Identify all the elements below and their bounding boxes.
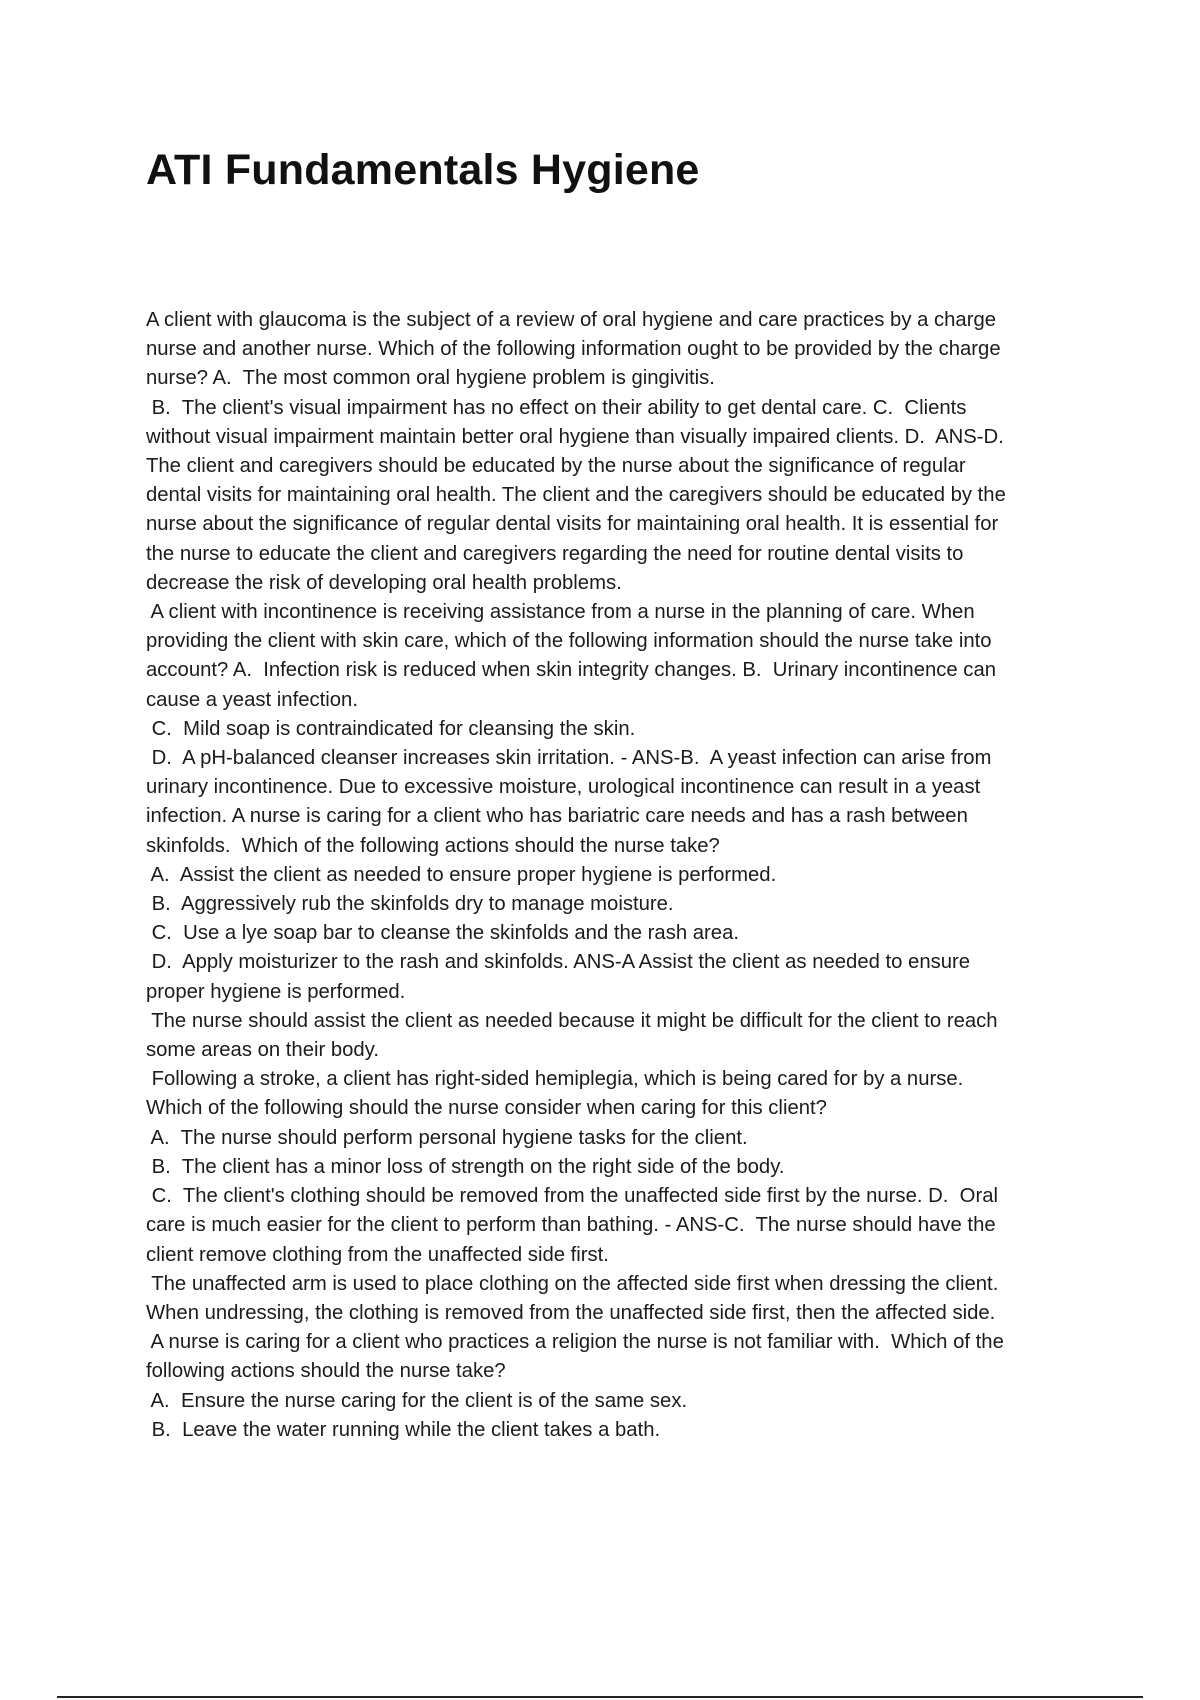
text-line: A client with incontinence is receiving assistance from a nurse in the planning of care. When [146,601,975,624]
text-line: B. The client has a minor loss of strength on the right side of the body. [146,1155,785,1178]
text-line: the nurse to educate the client and caregivers regarding the need for routine dental visits to [146,542,964,565]
text-line: dental visits for maintaining oral health. The client and the caregivers should be educated by the [146,484,1006,507]
text-line: B. The client's visual impairment has no effect on their ability to get dental care. C. Clients [146,396,967,419]
text-line: infection. A nurse is caring for a client who has bariatric care needs and has a rash between [146,805,968,828]
text-line: some areas on their body. [146,1039,379,1062]
page-title: ATI Fundamentals Hygiene [146,146,700,194]
text-line: When undressing, the clothing is removed from the unaffected side first, then the affected side. [146,1301,996,1324]
text-line: cause a yeast infection. [146,688,358,711]
text-line: C. The client's clothing should be removed from the unaffected side first by the nurse. D. Oral [146,1185,998,1208]
text-line: decrease the risk of developing oral health problems. [146,571,622,594]
text-line: nurse about the significance of regular dental visits for maintaining oral health. It is essential for [146,513,999,536]
text-line: care is much easier for the client to perform than bathing. - ANS-C. The nurse should have the [146,1214,996,1237]
text-line: D. Apply moisturizer to the rash and skinfolds. ANS-A Assist the client as needed to ensure [146,951,971,974]
text-line: The nurse should assist the client as needed because it might be difficult for the client to reach [146,1009,998,1032]
footer-divider [57,1696,1143,1698]
text-line: A. The nurse should perform personal hygiene tasks for the client. [146,1126,748,1149]
text-line: The unaffected arm is used to place clothing on the affected side first when dressing the client. [146,1272,999,1295]
text-line: skinfolds. Which of the following actions should the nurse take? [146,834,720,857]
text-line: account? A. Infection risk is reduced when skin integrity changes. B. Urinary incontinence can [146,659,997,682]
text-line: following actions should the nurse take? [146,1360,506,1383]
text-line: providing the client with skin care, which of the following information should the nurse take into [146,630,992,653]
text-line: proper hygiene is performed. [146,980,406,1003]
text-line: C. Mild soap is contraindicated for cleansing the skin. [146,717,636,740]
text-line: urinary incontinence. Due to excessive moisture, urological incontinence can result in a yeast [146,776,981,799]
text-line: D. A pH-balanced cleanser increases skin irritation. - ANS-B. A yeast infection can arise from [146,747,992,770]
text-line: C. Use a lye soap bar to cleanse the skinfolds and the rash area. [146,922,739,945]
text-line: client remove clothing from the unaffected side first. [146,1243,609,1266]
document-body [146,306,1096,1445]
text-line: A. Ensure the nurse caring for the client is of the same sex. [146,1389,688,1412]
text-line: B. Aggressively rub the skinfolds dry to manage moisture. [146,893,674,916]
text-line: A nurse is caring for a client who practices a religion the nurse is not familiar with. Which of the [146,1331,1004,1354]
text-line: The client and caregivers should be educated by the nurse about the significance of regular [146,455,966,478]
text-line: A client with glaucoma is the subject of a review of oral hygiene and care practices by a charge [146,309,997,331]
text-line: B. Leave the water running while the client takes a bath. [146,1418,661,1441]
text-line: A. Assist the client as needed to ensure proper hygiene is performed. [146,863,777,886]
text-line: Which of the following should the nurse consider when caring for this client? [146,1097,827,1120]
text-line: without visual impairment maintain better oral hygiene than visually impaired clients. D. ANS-D. [146,425,1004,448]
text-line: nurse? A. The most common oral hygiene problem is gingivitis. [146,367,715,390]
text-line: Following a stroke, a client has right-sided hemiplegia, which is being cared for by a nurse. [146,1068,964,1091]
text-line: nurse and another nurse. Which of the following information ought to be provided by the charge [146,338,1001,361]
